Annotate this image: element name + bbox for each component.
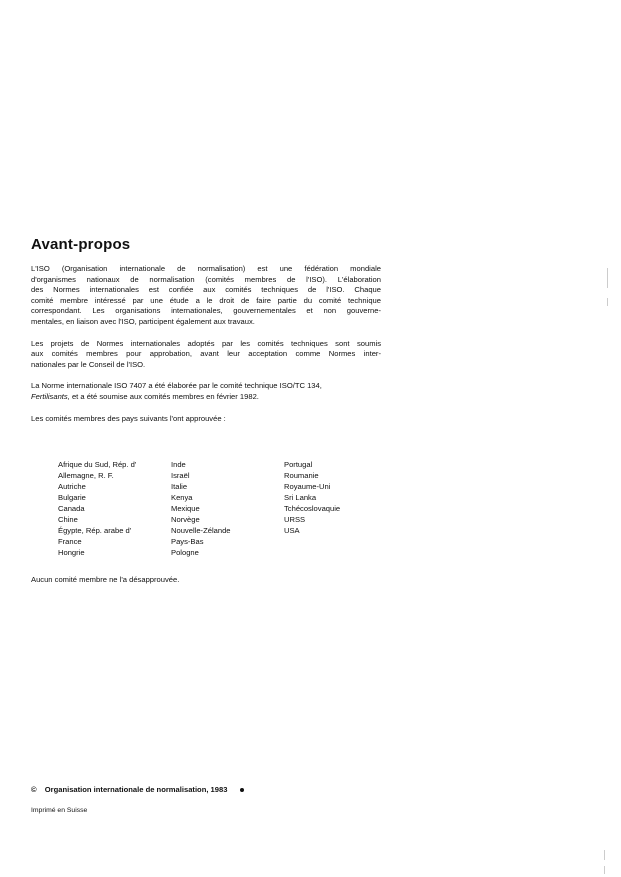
country-item: Afrique du Sud, Rép. d'	[58, 460, 137, 469]
committee-name: Fertilisants,	[31, 391, 70, 401]
country-item: Italie	[171, 482, 188, 491]
scan-edge-mark	[607, 268, 608, 288]
country-item: Nouvelle-Zélande	[171, 526, 231, 535]
text-line	[31, 392, 381, 403]
country-list	[58, 459, 388, 558]
scan-edge-mark	[607, 298, 608, 306]
text-fragment: et a été soumise aux comités membres en février 1982.	[69, 391, 259, 401]
country-item: USA	[284, 526, 300, 535]
country-item: Roumanie	[284, 471, 319, 480]
country-column-2	[171, 459, 284, 558]
country-item: Canada	[58, 504, 85, 513]
country-column-3	[284, 459, 388, 558]
country-item: Mexique	[171, 504, 200, 513]
country-item: Pays-Bas	[171, 537, 204, 546]
country-item: Tchécoslovaquie	[284, 504, 341, 513]
paragraph-approval-process	[31, 339, 381, 371]
country-item: Israël	[171, 471, 190, 480]
text-line: comité membre intéressé par une étude a le droit de faire partie du comité technique	[31, 295, 381, 305]
country-item: Royaume-Uni	[284, 482, 331, 491]
disapproval-statement: Aucun comité membre ne l'a désapprouvée.	[31, 575, 180, 584]
text-line: des Normes internationales est confiée aux comités techniques de l'ISO. Chaque	[31, 285, 381, 295]
copyright-line	[31, 785, 244, 794]
text-line: Les projets de Normes internationales adoptés par les comités techniques sont soumis	[31, 338, 381, 348]
country-item: France	[58, 537, 82, 546]
country-item: Autriche	[58, 482, 86, 491]
country-item: Pologne	[171, 548, 199, 557]
country-item: Inde	[171, 460, 186, 469]
text-line: correspondant. Les organisations internationales, gouvernementales et non gouverne-	[31, 306, 381, 316]
text-line: mentales, en liaison avec l'ISO, participent également aux travaux.	[31, 316, 255, 326]
page-title: Avant-propos	[31, 236, 131, 253]
foreword-body	[31, 264, 381, 435]
copyright-symbol: ©	[31, 785, 37, 794]
country-column-1	[58, 459, 171, 558]
country-item: Allemagne, R. F.	[58, 471, 114, 480]
country-item: Chine	[58, 515, 78, 524]
country-item: Norvège	[171, 515, 200, 524]
paragraph-standard-info	[31, 381, 381, 402]
country-item: Sri Lanka	[284, 493, 317, 502]
scan-edge-mark	[604, 850, 605, 860]
text-line: L'ISO (Organisation internationale de normalisation) est une fédération mondiale	[31, 264, 381, 273]
country-item: URSS	[284, 515, 306, 524]
printed-in: Imprimé en Suisse	[31, 807, 88, 814]
text-line: d'organismes nationaux de normalisation (comités membres de l'ISO). L'élaboration	[31, 274, 381, 284]
bullet-icon	[240, 788, 244, 792]
scan-edge-mark	[604, 866, 605, 874]
text-line: nationales par le Conseil de l'ISO.	[31, 359, 146, 369]
paragraph-iso-intro	[31, 264, 381, 328]
country-item: Kenya	[171, 493, 193, 502]
approval-intro: Les comités membres des pays suivants l'ont approuvée :	[31, 413, 226, 423]
country-item: Portugal	[284, 460, 313, 469]
copyright-text: Organisation internationale de normalisation, 1983	[44, 785, 228, 794]
country-item: Égypte, Rép. arabe d'	[58, 526, 132, 535]
country-item: Hongrie	[58, 548, 85, 557]
text-line: La Norme internationale ISO 7407 a été élaborée par le comité technique ISO/TC 134,	[31, 381, 322, 391]
text-line: aux comités membres pour approbation, avant leur acceptation comme Normes inter-	[31, 349, 381, 359]
country-item: Bulgarie	[58, 493, 86, 502]
